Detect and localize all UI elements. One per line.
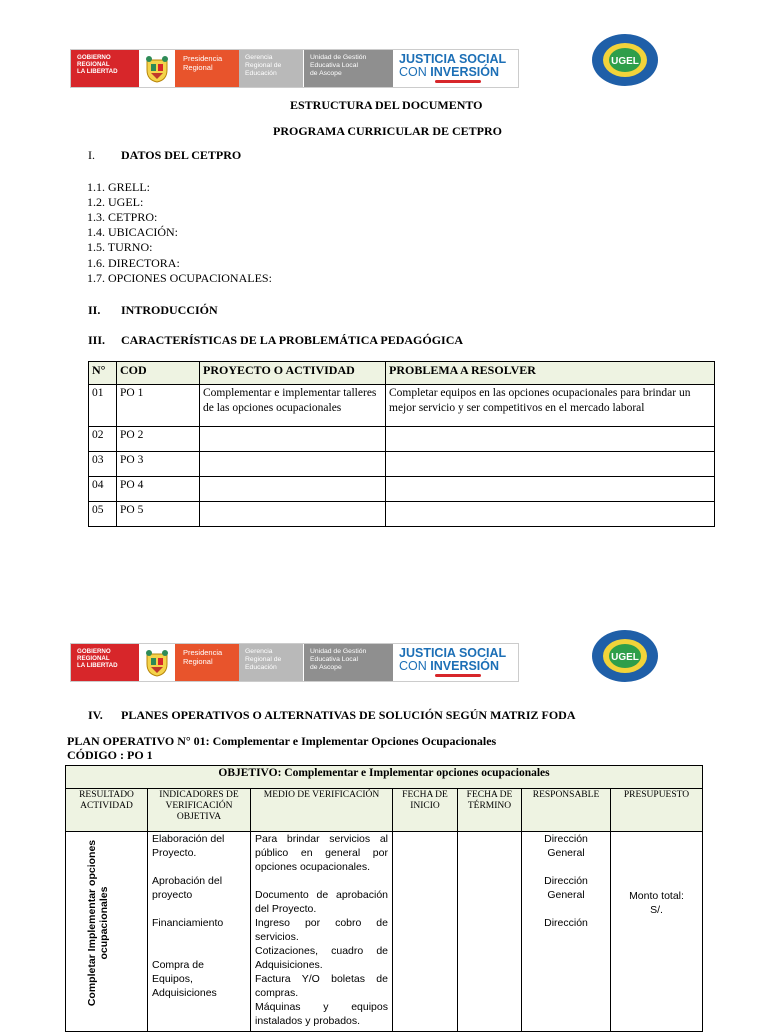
indicador: Financiamiento — [152, 917, 224, 929]
seal-center-text: UGEL — [611, 652, 639, 663]
justicia-inversion: INVERSIÓN — [430, 65, 500, 79]
justicia-inversion: INVERSIÓN — [430, 659, 500, 673]
table-header-row — [89, 362, 715, 385]
data-item: 1.5. TURNO: — [87, 240, 153, 254]
swoosh-icon — [435, 80, 481, 83]
gobierno-regional-logo — [71, 50, 139, 87]
data-item: 1.2. UGEL: — [87, 195, 144, 209]
ugel-line-3: de Ascope — [310, 70, 342, 77]
objetivo-row — [66, 766, 703, 789]
plan-operativo-title: PLAN OPERATIVO N° 01: Complementar e Implementar Opciones Ocupacionales — [67, 734, 497, 748]
pres-line-2: Regional — [183, 63, 213, 72]
col-header: MEDIO DE VERIFICACIÓN — [251, 789, 393, 832]
row-number: 02 — [89, 427, 117, 452]
ugel-line-2: Educativa Local — [310, 656, 358, 663]
seal-center-text: UGEL — [611, 56, 639, 67]
coat-of-arms-icon — [139, 50, 175, 87]
indicador: Elaboración del Proyecto. — [152, 833, 225, 859]
table-row — [89, 502, 715, 527]
table-row — [66, 832, 703, 1032]
gerencia-regional-logo — [239, 644, 303, 681]
header-banner — [70, 643, 519, 682]
indicadores-cell — [148, 832, 251, 1032]
col-header: PRESUPUESTO — [611, 789, 703, 832]
medio: Máquinas y equipos instalados y probados. — [255, 1001, 388, 1027]
responsable-cell — [522, 832, 611, 1032]
header-banner — [70, 49, 519, 88]
data-item: 1.7. OPCIONES OCUPACIONALES: — [87, 271, 272, 285]
col-header: PROYECTO O ACTIVIDAD — [200, 362, 386, 385]
responsable: Dirección — [544, 917, 588, 929]
row-problema — [386, 427, 715, 452]
section2-number: II. — [88, 303, 101, 317]
table-row — [89, 385, 715, 427]
section4-number: IV. — [88, 708, 103, 722]
col-header: COD — [117, 362, 200, 385]
gob-line-1: GOBIERNO — [77, 54, 111, 61]
medio: Cotizaciones, cuadro de Adquisiciones. — [255, 945, 388, 971]
row-code: PO 4 — [117, 477, 200, 502]
problematica-table — [88, 361, 715, 527]
section2-title: INTRODUCCIÓN — [121, 303, 218, 317]
ger-line-3: Educación — [245, 664, 277, 671]
medio: Para brindar servicios al público en general por opciones ocupacionales. — [255, 833, 388, 873]
medio: Ingreso por cobro de servicios. — [255, 917, 388, 943]
coat-of-arms-icon — [139, 644, 175, 681]
col-header: RESPONSABLE — [522, 789, 611, 832]
medio: Documento de aprobación del Proyecto. — [255, 889, 388, 915]
ugel-line-1: Unidad de Gestión — [310, 648, 367, 655]
gob-line-2: REGIONAL — [77, 655, 110, 662]
row-code: PO 2 — [117, 427, 200, 452]
row-problema — [386, 477, 715, 502]
gob-line-3: LA LIBERTAD — [77, 662, 118, 669]
presidencia-regional-logo — [175, 50, 239, 87]
row-number: 01 — [89, 385, 117, 427]
section4-title: PLANES OPERATIVOS O ALTERNATIVAS DE SOLUCIÓN SEGÚN MATRIZ FODA — [121, 708, 576, 722]
section1-number: I. — [88, 148, 95, 162]
justicia-line-1: JUSTICIA SOCIAL — [399, 52, 507, 66]
ugel-line-1: Unidad de Gestión — [310, 54, 367, 61]
ger-line-1: Gerencia — [245, 648, 273, 655]
row-proyecto: Complementar e implementar talleres de las opciones ocupacionales — [200, 385, 386, 427]
data-item: 1.3. CETPRO: — [87, 210, 158, 224]
row-proyecto — [200, 452, 386, 477]
row-problema: Completar equipos en las opciones ocupacionales para brindar un mejor servicio y ser competitivos en el mercado laboral — [386, 385, 715, 427]
medios-cell — [251, 832, 393, 1032]
resultado-vertical-text: Completar Implementar opciones ocupacionales — [86, 839, 110, 1007]
pres-line-2: Regional — [183, 657, 213, 666]
gob-line-2: REGIONAL — [77, 61, 110, 68]
gob-line-3: LA LIBERTAD — [77, 68, 118, 75]
ugel-ascope-logo — [303, 644, 393, 681]
row-number: 03 — [89, 452, 117, 477]
justicia-line-1: JUSTICIA SOCIAL — [399, 646, 507, 660]
col-header: FECHA DE INICIO — [393, 789, 458, 832]
ugel-seal-icon — [590, 32, 658, 88]
table-row — [89, 452, 715, 477]
ugel-ascope-logo — [303, 50, 393, 87]
data-item: 1.1. GRELL: — [87, 180, 150, 194]
row-code: PO 5 — [117, 502, 200, 527]
presupuesto-label: Monto total: — [629, 890, 684, 902]
ger-line-2: Regional de — [245, 62, 282, 69]
row-problema — [386, 502, 715, 527]
section3-number: III. — [88, 333, 106, 347]
indicador: Aprobación del proyecto — [152, 875, 223, 901]
plan-operativo-table — [65, 765, 703, 1032]
ugel-line-2: Educativa Local — [310, 62, 358, 69]
row-code: PO 3 — [117, 452, 200, 477]
responsable: Dirección General — [544, 833, 588, 859]
gob-line-1: GOBIERNO — [77, 648, 111, 655]
indicador: Compra de Equipos, Adquisiciones — [152, 959, 217, 999]
ger-line-2: Regional de — [245, 656, 282, 663]
gerencia-regional-logo — [239, 50, 303, 87]
presupuesto-value: S/. — [650, 904, 663, 916]
col-header: RESULTADO ACTIVIDAD — [66, 789, 148, 832]
presupuesto-cell — [611, 832, 703, 1032]
gobierno-regional-logo — [71, 644, 139, 681]
justicia-line-2 — [399, 660, 518, 673]
row-number: 05 — [89, 502, 117, 527]
section3-title: CARACTERÍSTICAS DE LA PROBLEMÁTICA PEDAGÓGICA — [121, 333, 464, 347]
fecha-termino-cell — [458, 832, 522, 1032]
justicia-social-logo — [393, 50, 518, 87]
fecha-inicio-cell — [393, 832, 458, 1032]
pres-line-1: Presidencia — [183, 54, 223, 63]
col-header: N° — [89, 362, 117, 385]
doc-title: ESTRUCTURA DEL DOCUMENTO — [290, 98, 483, 112]
data-item: 1.6. DIRECTORA: — [87, 256, 180, 270]
row-proyecto — [200, 502, 386, 527]
section1-title: DATOS DEL CETPRO — [121, 148, 242, 162]
objetivo-cell: OBJETIVO: Complementar e Implementar opciones ocupacionales — [66, 766, 703, 789]
ger-line-3: Educación — [245, 70, 277, 77]
table-row — [89, 427, 715, 452]
ger-line-1: Gerencia — [245, 54, 273, 61]
doc-subtitle: PROGRAMA CURRICULAR DE CETPRO — [273, 124, 503, 138]
justicia-con: CON — [399, 65, 427, 79]
col-header: PROBLEMA A RESOLVER — [386, 362, 715, 385]
swoosh-icon — [435, 674, 481, 677]
ugel-line-3: de Ascope — [310, 664, 342, 671]
data-item: 1.4. UBICACIÓN: — [87, 225, 179, 239]
justicia-con: CON — [399, 659, 427, 673]
presidencia-regional-logo — [175, 644, 239, 681]
col-header: FECHA DE TÉRMINO — [458, 789, 522, 832]
row-proyecto — [200, 477, 386, 502]
ugel-seal-icon — [590, 628, 658, 684]
resultado-cell — [66, 832, 148, 1032]
row-proyecto — [200, 427, 386, 452]
pres-line-1: Presidencia — [183, 648, 223, 657]
table-row — [89, 477, 715, 502]
table-header-row — [66, 789, 703, 832]
plan-codigo: CÓDIGO : PO 1 — [67, 748, 153, 762]
row-problema — [386, 452, 715, 477]
justicia-line-2 — [399, 66, 518, 79]
col-header: INDICADORES DE VERIFICACIÓN OBJETIVA — [148, 789, 251, 832]
medio: Factura Y/O boletas de compras. — [255, 973, 388, 999]
justicia-social-logo — [393, 644, 518, 681]
row-code: PO 1 — [117, 385, 200, 427]
responsable: Dirección General — [544, 875, 588, 901]
row-number: 04 — [89, 477, 117, 502]
